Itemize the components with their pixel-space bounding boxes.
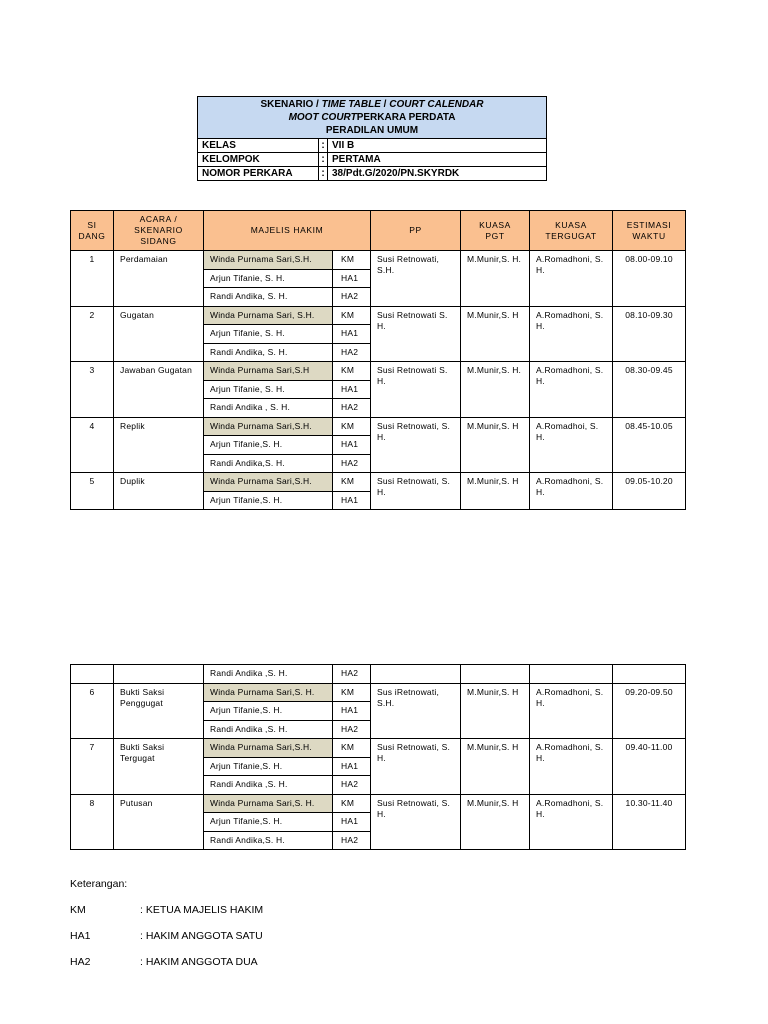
session-acara: Duplik: [114, 473, 204, 510]
session-estimasi: 08.45-10.05: [613, 417, 686, 473]
judge-role: HA2: [333, 831, 371, 850]
empty-cell: [114, 665, 204, 684]
judge-name: Arjun Tifanie, S. H.: [204, 380, 333, 399]
judge-role: HA1: [333, 757, 371, 776]
title-moot-court: MOOT COURT: [288, 112, 357, 123]
judge-name: Randi Andika, S. H.: [204, 343, 333, 362]
session-pp: Susi Retnowati, S.H.: [371, 251, 461, 307]
header-label: KELAS: [198, 139, 319, 153]
judge-name: Winda Purnama Sari, S.H.: [204, 306, 333, 325]
judge-name: Arjun Tifanie,S. H.: [204, 491, 333, 510]
col-header-majelis: MAJELIS HAKIM: [204, 211, 371, 251]
col-header-sidang: SI DANG: [71, 211, 114, 251]
table-row: [71, 739, 686, 758]
judge-role: HA2: [333, 720, 371, 739]
header-title: [198, 97, 547, 139]
judge-name: Randi Andika ,S. H.: [204, 720, 333, 739]
header-label: NOMOR PERKARA: [198, 167, 319, 181]
header-value: VII B: [328, 139, 547, 153]
case-header-table: [197, 96, 547, 181]
empty-cell: [613, 665, 686, 684]
header-colon: :: [319, 167, 328, 181]
session-number: 7: [71, 739, 114, 795]
session-kuasa-tgt: A.Romadhoni, S. H.: [530, 251, 613, 307]
judge-role: HA2: [333, 288, 371, 307]
title-line-3: PERADILAN UMUM: [325, 125, 419, 136]
judge-role: HA2: [333, 399, 371, 418]
session-kuasa-pgt: M.Munir,S. H.: [461, 251, 530, 307]
judge-name: Winda Purnama Sari,S.H.: [204, 417, 333, 436]
judge-role: HA1: [333, 813, 371, 832]
session-estimasi: 09.20-09.50: [613, 683, 686, 739]
header-value: 38/Pdt.G/2020/PN.SKYRDK: [328, 167, 547, 181]
judge-name: Winda Purnama Sari,S.H.: [204, 251, 333, 270]
session-estimasi: 08.10-09.30: [613, 306, 686, 362]
judge-role: KM: [333, 306, 371, 325]
session-number: 6: [71, 683, 114, 739]
legend-abbr: HA2: [70, 956, 91, 968]
legend-desc: : HAKIM ANGGOTA DUA: [140, 956, 258, 968]
legend-desc: : HAKIM ANGGOTA SATU: [140, 930, 263, 942]
empty-cell: [530, 665, 613, 684]
judge-role: KM: [333, 473, 371, 492]
header-row-kelas: [198, 139, 547, 153]
session-kuasa-pgt: M.Munir,S. H: [461, 794, 530, 850]
legend-desc: : KETUA MAJELIS HAKIM: [140, 904, 264, 916]
schedule-body-continued: [71, 665, 686, 850]
title-separator: /: [380, 99, 390, 110]
title-line-2: [202, 111, 542, 124]
judge-role: KM: [333, 362, 371, 381]
table-row: [71, 417, 686, 436]
judge-name: Randi Andika ,S. H.: [204, 776, 333, 795]
empty-cell: [71, 665, 114, 684]
header-colon: :: [319, 139, 328, 153]
judge-role: KM: [333, 251, 371, 270]
title-court-calendar: COURT CALENDAR: [389, 99, 484, 110]
title-perkara-perdata: PERKARA PERDATA: [356, 112, 456, 123]
session-pp: Susi Retnowati, S. H.: [371, 417, 461, 473]
schedule-body: [71, 251, 686, 510]
legend-title: Keterangan:: [70, 878, 128, 890]
judge-role: HA1: [333, 269, 371, 288]
table-row: [71, 473, 686, 492]
session-estimasi: 10.30-11.40: [613, 794, 686, 850]
judge-role: KM: [333, 417, 371, 436]
session-pp: Susi Retnowati, S. H.: [371, 739, 461, 795]
judge-role: HA2: [333, 776, 371, 795]
session-kuasa-tgt: A.Romadhoni, S. H.: [530, 362, 613, 418]
session-kuasa-pgt: M.Munir,S. H: [461, 473, 530, 510]
judge-role: KM: [333, 683, 371, 702]
session-number: 3: [71, 362, 114, 418]
judge-name: Arjun Tifanie,S. H.: [204, 702, 333, 721]
session-kuasa-tgt: A.Romadhoni, S. H.: [530, 306, 613, 362]
session-number: 8: [71, 794, 114, 850]
title-time-table: TIME TABLE: [321, 99, 381, 110]
judge-name: Winda Purnama Sari,S.H.: [204, 473, 333, 492]
session-kuasa-pgt: M.Munir,S. H: [461, 739, 530, 795]
judge-name: Randi Andika,S. H.: [204, 454, 333, 473]
judge-name: Arjun Tifanie, S. H.: [204, 269, 333, 288]
empty-cell: [461, 665, 530, 684]
judge-name: Randi Andika, S. H.: [204, 288, 333, 307]
session-number: 2: [71, 306, 114, 362]
judge-name: Randi Andika , S. H.: [204, 399, 333, 418]
legend-abbr: HA1: [70, 930, 91, 942]
col-header-kuasa-tgt: KUASA TERGUGAT: [530, 211, 613, 251]
session-acara: Bukti Saksi Tergugat: [114, 739, 204, 795]
schedule-table: [70, 210, 686, 510]
session-kuasa-tgt: A.Romadhoni, S. H.: [530, 473, 613, 510]
judge-role: HA1: [333, 702, 371, 721]
session-kuasa-tgt: A.Romadhoni, S. H.: [530, 683, 613, 739]
table-row: [71, 683, 686, 702]
session-kuasa-pgt: M.Munir,S. H.: [461, 362, 530, 418]
title-line-1: [202, 98, 542, 111]
col-header-acara: ACARA / SKENARIO SIDANG: [114, 211, 204, 251]
header-row-kelompok: [198, 153, 547, 167]
session-number: 4: [71, 417, 114, 473]
judge-name: Arjun Tifanie, S. H.: [204, 325, 333, 344]
schedule-header-row: [71, 211, 686, 251]
judge-role: HA1: [333, 380, 371, 399]
session-acara: Perdamaian: [114, 251, 204, 307]
session-estimasi: 08.30-09.45: [613, 362, 686, 418]
judge-role: HA1: [333, 436, 371, 455]
session-number: 1: [71, 251, 114, 307]
session-acara: Putusan: [114, 794, 204, 850]
judge-role: KM: [333, 794, 371, 813]
empty-cell: [371, 665, 461, 684]
judge-role: HA2: [333, 343, 371, 362]
col-header-estimasi: ESTIMASI WAKTU: [613, 211, 686, 251]
session-estimasi: 08.00-09.10: [613, 251, 686, 307]
judge-role: HA2: [333, 454, 371, 473]
session-kuasa-tgt: A.Romadhoni, S. H.: [530, 739, 613, 795]
session-estimasi: 09.05-10.20: [613, 473, 686, 510]
judge-name: Randi Andika ,S. H.: [204, 665, 333, 684]
judge-name: Arjun Tifanie,S. H.: [204, 436, 333, 455]
judge-name: Randi Andika,S. H.: [204, 831, 333, 850]
judge-name: Arjun Tifanie,S. H.: [204, 757, 333, 776]
judge-name: Arjun Tifanie,S. H.: [204, 813, 333, 832]
session-estimasi: 09.40-11.00: [613, 739, 686, 795]
session-acara: Gugatan: [114, 306, 204, 362]
session-kuasa-tgt: A.Romadhoni, S. H.: [530, 794, 613, 850]
judge-role: HA1: [333, 325, 371, 344]
schedule-table-continued: [70, 664, 686, 850]
col-header-kuasa-pgt: KUASA PGT: [461, 211, 530, 251]
session-kuasa-tgt: A.Romadhoi, S. H.: [530, 417, 613, 473]
header-row-nomor-perkara: [198, 167, 547, 181]
session-kuasa-pgt: M.Munir,S. H: [461, 306, 530, 362]
session-acara: Replik: [114, 417, 204, 473]
judge-role: HA2: [333, 665, 371, 684]
judge-role: HA1: [333, 491, 371, 510]
session-pp: Susi Retnowati, S. H.: [371, 794, 461, 850]
session-pp: Susi Retnowati, S. H.: [371, 473, 461, 510]
col-header-pp: PP: [371, 211, 461, 251]
legend-abbr: KM: [70, 904, 86, 916]
judge-role: KM: [333, 739, 371, 758]
judge-name: Winda Purnama Sari,S. H.: [204, 683, 333, 702]
session-kuasa-pgt: M.Munir,S. H: [461, 417, 530, 473]
header-value: PERTAMA: [328, 153, 547, 167]
judge-name: Winda Purnama Sari,S. H.: [204, 794, 333, 813]
session-number: 5: [71, 473, 114, 510]
session-pp: Sus iRetnowati, S.H.: [371, 683, 461, 739]
table-row: [71, 251, 686, 270]
table-row: [71, 306, 686, 325]
session-kuasa-pgt: M.Munir,S. H: [461, 683, 530, 739]
header-label: KELOMPOK: [198, 153, 319, 167]
session-pp: Susi Retnowati S. H.: [371, 362, 461, 418]
title-skenario: SKENARIO /: [260, 99, 322, 110]
table-row: [71, 794, 686, 813]
header-colon: :: [319, 153, 328, 167]
table-row: [71, 362, 686, 381]
judge-name: Winda Purnama Sari,S.H: [204, 362, 333, 381]
session-acara: Jawaban Gugatan: [114, 362, 204, 418]
session-acara: Bukti Saksi Penggugat: [114, 683, 204, 739]
table-row: [71, 665, 686, 684]
session-pp: Susi Retnowati S. H.: [371, 306, 461, 362]
judge-name: Winda Purnama Sari,S.H.: [204, 739, 333, 758]
